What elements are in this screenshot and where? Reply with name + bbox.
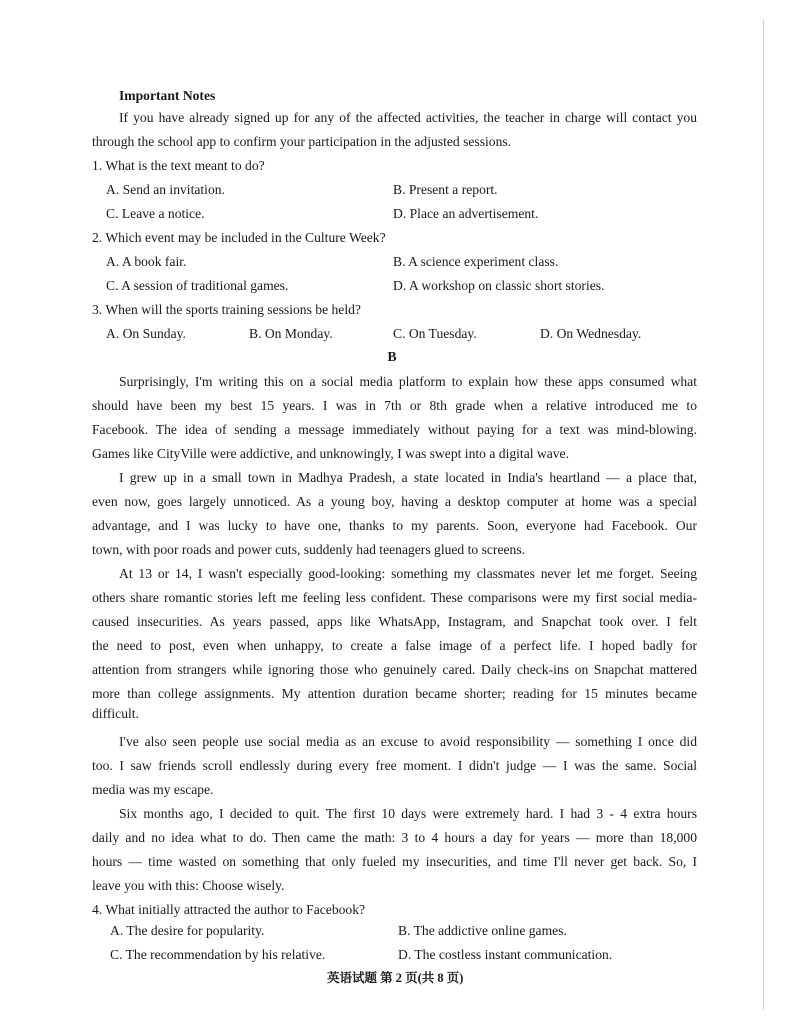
passage-line: others share romantic stories left me feeling less confident. These comparisons were my first social media- bbox=[92, 590, 697, 605]
question-4-option-d: D. The costless instant communication. bbox=[398, 947, 613, 962]
question-1-option-d: D. Place an advertisement. bbox=[393, 206, 539, 221]
question-2-option-d: D. A workshop on classic short stories. bbox=[393, 278, 605, 293]
passage-line: even now, goes largely unnoticed. As a young boy, having a desktop computer at home was a special bbox=[92, 494, 697, 509]
passage-line: Games like CityVille were addictive, and unknowingly, I was swept into a digital wave. bbox=[92, 446, 569, 461]
question-1-option-c: C. Leave a notice. bbox=[106, 206, 205, 221]
question-3-option-c: C. On Tuesday. bbox=[393, 326, 477, 341]
notes-heading: Important Notes bbox=[119, 88, 216, 103]
question-3-option-a: A. On Sunday. bbox=[106, 326, 186, 341]
passage-line: hours — time wasted on something that only fueled my insecurities, and time I'll never get back. So, I bbox=[92, 854, 697, 869]
notes-line: If you have already signed up for any of the affected activities, the teacher in charge will contact you bbox=[119, 110, 697, 125]
question-3-option-b: B. On Monday. bbox=[249, 326, 333, 341]
passage-line: I've also seen people use social media as an excuse to avoid responsibility — something I once did bbox=[119, 734, 697, 749]
question-4-option-b: B. The addictive online games. bbox=[398, 923, 567, 938]
passage-line: more than college assignments. My attention duration became shorter; reading for 15 minutes became bbox=[92, 686, 697, 701]
question-4-option-c: C. The recommendation by his relative. bbox=[110, 947, 326, 962]
question-2-option-b: B. A science experiment class. bbox=[393, 254, 559, 269]
passage-line: Six months ago, I decided to quit. The first 10 days were extremely hard. I had 3 - 4 extra hours bbox=[119, 806, 697, 821]
passage-line: difficult. bbox=[92, 706, 139, 721]
passage-line: I grew up in a small town in Madhya Pradesh, a state located in India's heartland — a place that, bbox=[119, 470, 697, 485]
passage-line: caused insecurities. As years passed, apps like WhatsApp, Instagram, and Snapchat took over. I felt bbox=[92, 614, 697, 629]
passage-line: Surprisingly, I'm writing this on a social media platform to explain how these apps consumed what bbox=[119, 374, 697, 389]
passage-line: town, with poor roads and power cuts, suddenly had teenagers glued to screens. bbox=[92, 542, 526, 557]
notes-line: through the school app to confirm your participation in the adjusted sessions. bbox=[92, 134, 512, 149]
passage-line: Facebook. The idea of sending a message immediately without paying for a text was mind-blowing. bbox=[92, 422, 697, 437]
section-b-label: B bbox=[387, 349, 397, 364]
passage-line: media was my escape. bbox=[92, 782, 214, 797]
question-2-option-a: A. A book fair. bbox=[106, 254, 187, 269]
passage-line: advantage, and I was lucky to have one, thanks to my parents. Soon, everyone had Facebook. Our bbox=[92, 518, 697, 533]
passage-line: too. I saw friends scroll endlessly during every free moment. I didn't judge — I was the same. Social bbox=[92, 758, 697, 773]
question-4-option-a: A. The desire for popularity. bbox=[110, 923, 265, 938]
question-2-stem: 2. Which event may be included in the Culture Week? bbox=[92, 230, 386, 245]
page-footer: 英语试题 第 2 页(共 8 页) bbox=[327, 971, 464, 985]
passage-line: leave you with this: Choose wisely. bbox=[92, 878, 285, 893]
question-3-option-d: D. On Wednesday. bbox=[540, 326, 642, 341]
passage-line: should have been my best 15 years. I was in 7th or 8th grade when a relative introduced me to bbox=[92, 398, 697, 413]
question-4-stem: 4. What initially attracted the author to Facebook? bbox=[92, 902, 366, 917]
passage-line: the need to post, even when unhappy, to create a false image of a perfect life. I hoped badly for bbox=[92, 638, 697, 653]
question-1-option-b: B. Present a report. bbox=[393, 182, 498, 197]
question-2-option-c: C. A session of traditional games. bbox=[106, 278, 289, 293]
question-1-stem: 1. What is the text meant to do? bbox=[92, 158, 265, 173]
passage-line: daily and no idea what to do. Then came the math: 3 to 4 hours a day for years — more than 18,000 bbox=[92, 830, 697, 845]
question-1-option-a: A. Send an invitation. bbox=[106, 182, 225, 197]
passage-line: At 13 or 14, I wasn't especially good-looking: something my classmates never let me forget. Seeing bbox=[119, 566, 697, 581]
passage-line: attention from strangers while ignoring those who genuinely cared. Daily check-ins on Snapchat mattered bbox=[92, 662, 697, 677]
question-3-stem: 3. When will the sports training sessions be held? bbox=[92, 302, 361, 317]
